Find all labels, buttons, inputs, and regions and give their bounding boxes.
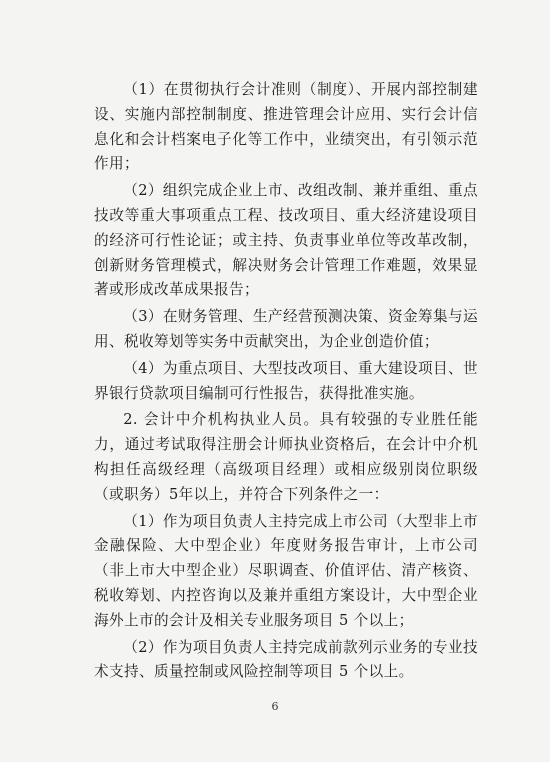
- paragraph-5: 2. 会计中介机构执业人员。具有较强的专业胜任能力，通过考试取得注册会计师执业资格后，在会计中介机构担任高级经理（高级项目经理）或相应级别岗位职级（或职务）5年以上，并符合下列条件之一：: [94, 411, 478, 503]
- paragraph-1: （1）在贯彻执行会计准则（制度）、开展内部控制建设、实施内部控制制度、推进管理会计应用、实行会计信息化和会计档案电子化等工作中，业绩突出，有引领示范作用；: [94, 81, 478, 173]
- paragraph-4: （4）为重点项目、大型技改项目、重大建设项目、世界银行贷款项目编制可行性报告，获得批准实施。: [94, 359, 478, 402]
- document-body: [94, 78, 478, 687]
- paragraph-7: （2）作为项目负责人主持完成前款列示业务的专业技术支持、质量控制或风险控制等项目 5 个以上。: [94, 638, 478, 681]
- paragraph-3: （3）在财务管理、生产经营预测决策、资金筹集与运用、税收筹划等实务中贡献突出，为企业创造价值；: [94, 308, 478, 350]
- page-number: 6: [271, 700, 279, 713]
- paragraph-6: （1）作为项目负责人主持完成上市公司（大型非上市金融保险、大中型企业）年度财务报告审计，上市公司（非上市大中型企业）尽职调查、价值评估、清产核资、税收筹划、内控咨询以及兼并重组方案设计，大中型企业海外上市的会计及相关专业服务项目 5 个以上；: [94, 512, 478, 629]
- paragraph-2: （2）组织完成企业上市、改组改制、兼并重组、重点技改等重大事项重点工程、技改项目、重大经济建设项目的经济可行性论证；或主持、负责事业单位等改革改制，创新财务管理模式，解决财务会计管理工作难题，效果显著或形成改革成果报告；: [94, 182, 478, 299]
